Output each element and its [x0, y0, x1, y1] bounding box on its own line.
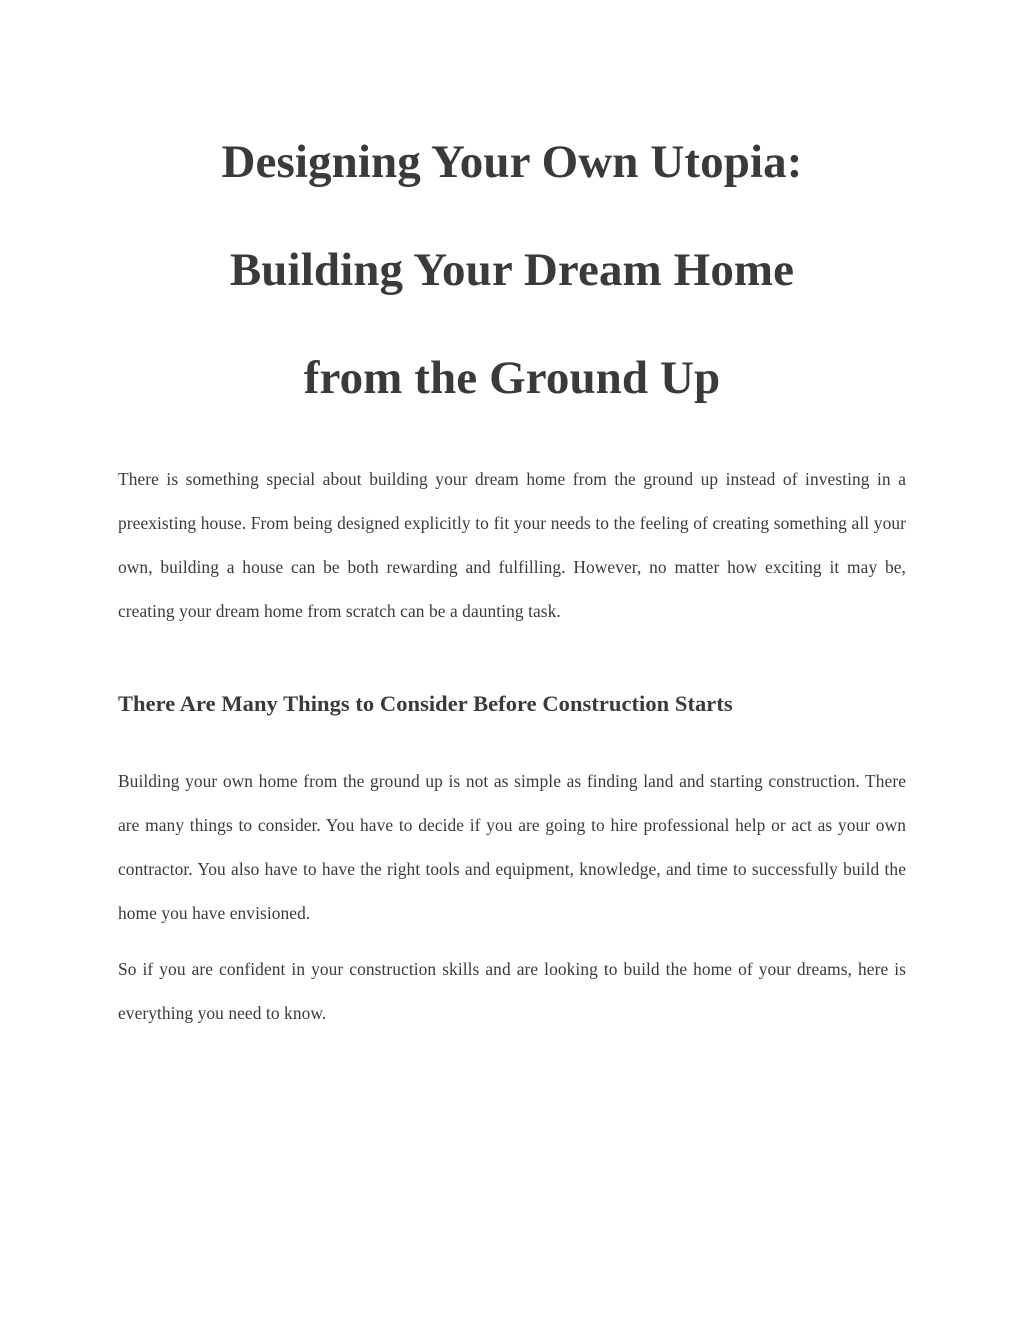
page-title-line-3: from the Ground Up [303, 352, 721, 404]
page-title [118, 0, 906, 432]
closing-paragraph: So if you are confident in your construction skills and are looking to build the home of your dreams, here is everything you need to know. [118, 959, 906, 1023]
considerations-paragraph: Building your own home from the ground up is not as simple as finding land and starting construction. There are many things to consider. You have to decide if you are going to hire professional help or act as your own contractor. You also have to have the right tools and equipment, knowledge, and time to successfully build the home you have envisioned. [118, 771, 906, 923]
document-content-column [118, 0, 906, 1035]
section-heading-considerations: There Are Many Things to Consider Before Construction Starts [118, 691, 733, 716]
page-title-line-1: Designing Your Own Utopia: [221, 136, 803, 188]
intro-paragraph: There is something special about building your dream home from the ground up instead of investing in a preexisting house. From being designed explicitly to fit your needs to the feeling of creating something all your own, building a house can be both rewarding and fulfilling. However, no matter how exciting it may be, creating your dream home from scratch can be a daunting task. [118, 469, 906, 621]
page-title-line-2: Building Your Dream Home [229, 244, 795, 296]
